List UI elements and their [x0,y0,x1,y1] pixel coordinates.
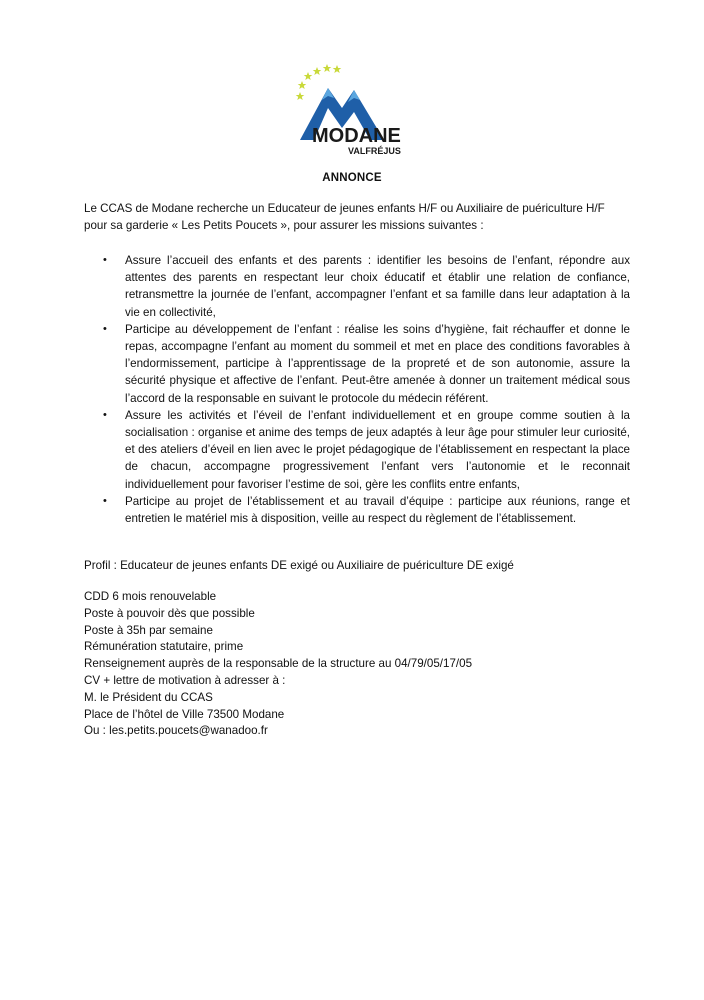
detail-line: Place de l’hôtel de Ville 73500 Modane [84,707,285,721]
detail-line: Poste à pouvoir dès que possible [84,606,255,620]
detail-line: CV + lettre de motivation à adresser à : [84,673,286,687]
detail-line: Poste à 35h par semaine [84,623,213,637]
detail-line: Rémunération statutaire, prime [84,640,244,654]
job-details-list [84,589,630,740]
list-item [84,252,630,321]
bullet-icon: • [103,322,107,335]
detail-line: M. le Président du CCAS [84,690,213,704]
list-item [84,321,630,407]
missions-list [84,252,630,527]
mission-text: Participe au développement de l’enfant : réalise les soins d’hygiène, fait réchauffer et donne le repas, accompagne l’enfant au moment du sommeil et met en place des conditions favorables à l’endormissement, participe à l’apprentissage de la propreté et de son autonomie, assure la sécurité physique et affective de l’enfant. Peut-être amenée à donner un traitement médical sous l’accord de la responsable en suivant le protocole du médecin référent. [125,322,630,405]
profile-requirement: Profil : Educateur de jeunes enfants DE exigé ou Auxiliaire de puériculture DE exigé [84,559,514,572]
logo-subtitle: VALFRÉJUS [348,146,401,156]
modane-logo [290,60,422,160]
bullet-icon: • [103,254,107,266]
mission-text: Assure les activités et l’éveil de l’enfant individuellement et en groupe comme soutien à la socialisation : organise et anime des temps de jeux adaptés à leur âge pour stimuler leur curiosité, et des ateliers d’éveil en lien avec le projet pédagogique de l’établissement en respectant la place de chacun, accompagne progressivement l’enfant vers l’autonomie et le reconnait individuellement pour favoriser l’estime de soi, gère les conflits entre enfants, [125,408,630,491]
page-title: ANNONCE [322,172,382,184]
list-item [84,493,630,527]
bullet-icon: • [103,408,107,421]
intro-paragraph [84,200,630,234]
modane-logo-graphic [290,60,422,160]
detail-line: CDD 6 mois renouvelable [84,590,217,603]
mission-text: Participe au projet de l’établissement et au travail d’équipe : participe aux réunions, range et entretien le matériel mis à disposition, veille au respect du règlement de l’établissement. [125,494,630,526]
bullet-icon: • [103,494,107,507]
mission-text: Assure l’accueil des enfants et des parents : identifier les besoins de l’enfant, répondre aux attentes des parents en respectant leur choix éducatif et établir une relation de confiance, retransmettre la journée de l’enfant, accompagner l’enfant et sa famille dans leur adaptation à la vie en collectivité, [125,254,630,319]
list-item [84,407,630,493]
detail-line: Renseignement auprès de la responsable de la structure au 04/79/05/17/05 [84,657,473,671]
contact-email: Ou : les.petits.poucets@wanadoo.fr [84,724,268,738]
logo-wordmark: MODANE [312,125,401,147]
stars-arc [296,64,342,100]
intro-text: Le CCAS de Modane recherche un Educateur de jeunes enfants H/F ou Auxiliaire de puériculture H/F pour sa garderie « Les Petits Poucets », pour assurer les missions suivantes : [84,202,605,233]
